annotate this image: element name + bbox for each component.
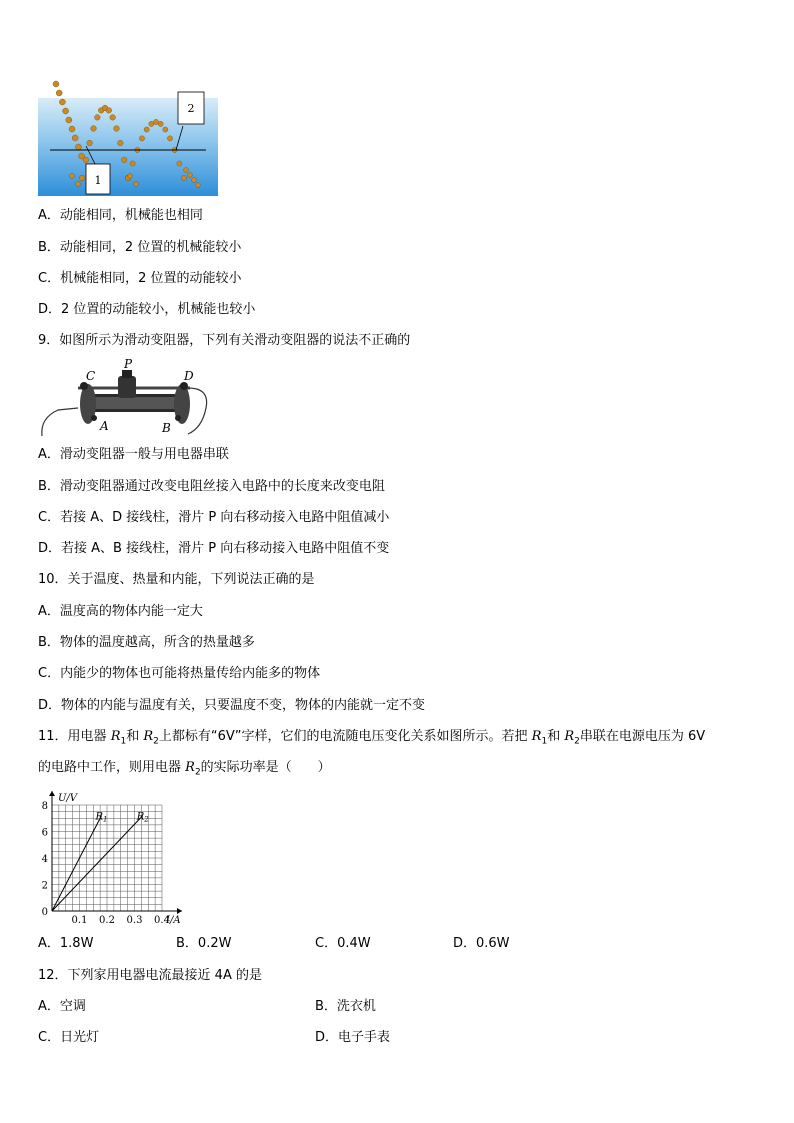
- slider-p-label: P: [124, 358, 133, 371]
- q11-option-a: A．1.8W: [38, 936, 94, 951]
- series-label-r2: $R_2$: [136, 811, 149, 824]
- y-tick-label: 4: [41, 854, 48, 865]
- terminal-d-label: D: [184, 369, 194, 383]
- q11-option-b: B．0.2W: [176, 936, 232, 951]
- q8-option-a: A．动能相同，机械能也相同: [38, 208, 203, 223]
- y-tick-label: 8: [41, 801, 48, 812]
- x-axis-arrow: [177, 908, 182, 914]
- q8-option-d: D．2 位置的动能较小，机械能也较小: [38, 302, 256, 317]
- q12-option-a: A．空调: [38, 999, 86, 1014]
- terminal-a-label: A: [100, 419, 109, 433]
- q10-option-c: C．内能少的物体也可能将热量传给内能多的物体: [38, 666, 321, 681]
- q9-option-d: D．若接 A、B 接线柱，滑片 P 向右移动接入电路中阻值不变: [38, 541, 390, 556]
- y-tick-label: 6: [41, 827, 48, 839]
- q10-option-b: B．物体的温度越高，所含的热量越多: [38, 635, 255, 650]
- x-tick-label: 0.2: [99, 915, 115, 926]
- q9-option-a: A．滑动变阻器一般与用电器串联: [38, 447, 229, 462]
- terminal-b-label: B: [162, 421, 171, 435]
- x-tick-label: 0.4: [154, 915, 170, 926]
- q12-stem: 12．下列家用电器电流最接近 4A 的是: [38, 968, 262, 983]
- y-tick-label: 0: [41, 907, 48, 918]
- rheostat-figure: [38, 358, 210, 438]
- terminal-c-label: C: [86, 369, 96, 383]
- bouncing-ball-figure: [38, 80, 218, 196]
- y-axis-label: U/V: [58, 793, 78, 804]
- position-2-label: 2: [187, 102, 195, 115]
- series-line-r1: [52, 816, 102, 911]
- q8-option-b: B．动能相同，2 位置的机械能较小: [38, 240, 242, 255]
- q12-option-c: C．日光灯: [38, 1030, 100, 1045]
- q10-option-a: A．温度高的物体内能一定大: [38, 604, 203, 619]
- q10-option-d: D．物体的内能与温度有关，只要温度不变，物体的内能就一定不变: [38, 698, 426, 713]
- x-tick-label: 0.3: [126, 915, 143, 926]
- series-label-r1: $R_1$: [95, 811, 108, 824]
- q9-option-b: B．滑动变阻器通过改变电阻丝接入电路中的长度来改变电阻: [38, 479, 385, 494]
- q11-option-c: C．0.4W: [315, 936, 371, 951]
- position-1-label: 1: [94, 174, 102, 187]
- q11-stem-line1: 11．用电器 $R_1$和 $R_2$上都标有“6V”字样，它们的电流随电压变化关系如图所示。若把 $R_1$和 $R_2$串联在电源电压为 6V: [38, 729, 706, 747]
- y-tick-label: 2: [41, 880, 48, 892]
- q9-option-c: C．若接 A、D 接线柱，滑片 P 向右移动接入电路中阻值减小: [38, 510, 390, 525]
- q11-option-d: D．0.6W: [453, 936, 510, 951]
- q10-stem: 10．关于温度、热量和内能，下列说法正确的是: [38, 572, 315, 587]
- x-axis-label: I/A: [166, 915, 181, 926]
- q9-stem: 9．如图所示为滑动变阻器，下列有关滑动变阻器的说法不正确的: [38, 333, 411, 348]
- q11-stem-line2: 的电路中工作，则用电器 $R_2$的实际功率是（ ）: [38, 760, 331, 778]
- x-tick-label: 0.1: [71, 915, 88, 926]
- q12-option-b: B．洗衣机: [315, 999, 376, 1014]
- q12-option-d: D．电子手表: [315, 1030, 391, 1045]
- q8-option-c: C．机械能相同，2 位置的动能较小: [38, 271, 242, 286]
- y-axis-arrow: [49, 791, 55, 796]
- u-i-chart: [38, 785, 198, 927]
